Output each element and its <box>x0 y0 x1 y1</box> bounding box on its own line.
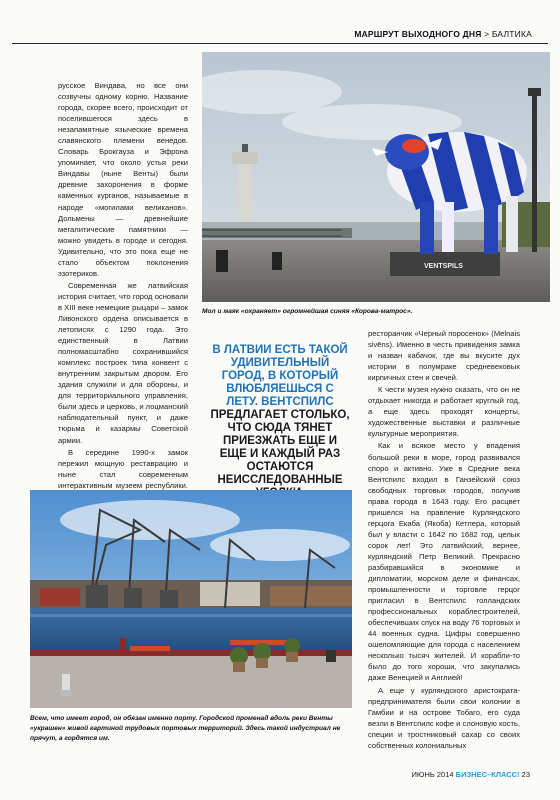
page-footer <box>412 770 531 779</box>
header-separator: > <box>484 29 490 39</box>
paragraph: А еще у курляндского аристократа-предпринимателя были свои колонии в Гамбии и на острове Тобаго, его суда везли в Вентспилс кофе и слоновую кость, специи и тростниковый сахар со своих собственных колониальных <box>368 685 520 750</box>
header-section: БАЛТИКА <box>491 29 532 39</box>
paragraph: К чести музея нужно сказать, что он не отдыхает никогда и работает круглый год, а еще здесь проходят концерты, художественные выставки и различные культурные мероприятия. <box>368 385 520 439</box>
pull-quote <box>210 344 350 500</box>
header-rule <box>12 43 548 44</box>
pull-quote-part1: В ЛАТВИИ ЕСТЬ ТАКОЙ УДИВИТЕЛЬНЫЙ ГОРОД, В КОТОРЫЙ ВЛЮБЛЯЕШЬСЯ С ЛЕТУ. ВЕНТСПИЛС <box>212 344 348 408</box>
page-number: 23 <box>521 770 530 779</box>
pedestal-sign: VENTSPILS <box>424 263 463 270</box>
paragraph: Современная же латвийская история считает, что город основали в XIII веке немецкие рыцари – замок Ливонского ордена описывается в летописях с 1290 года. Это единственный в Латвии полномасштабно сохранившийся комплекс построек типа конвент с внутренним закрытым двором. Его здания служили и для обороны, и для территориального управления, были здесь и церковь, и лоцманский наблюдательный пункт, и даже тюрьма и казармы Советской армии. <box>58 280 189 445</box>
paragraph: Как и всякое место у впадения большой реки в море, город развивался споро и активно. Уже в Средние века Вентспилс входил в Ганзейский союз свободных торговых городов, получив права города в 1643 году. Его расцвет пришелся на правление Курляндского герцога Екаба (Якоба) Кетлера, который был у власти с 1642 по 1682 год, целых сорок лет! Это латвийский, вернее, курляндский Петр Великий. Прекрасно разбиравшийся в экономике и дипломатии, морском деле и финансах, промышленности и торговле герцог пригласил в Вентспилс голландских профессиональных кораблестроителей, обеспечивших спуск на воду 76 торговых и 44 военных судна. Цифры совершенно ошеломляющие для города с населением несколько тысяч жителей. И корабли-то было до того хороши, что закупались даже Венецией и Англией! <box>368 441 520 683</box>
bottom-photo-caption: Всем, что имеет город, он обязан именно порту. Городской променад вдоль реки Венты «украшен» живой картиной трудовых портовых территорий. Здесь такой индустриал не прячут, а гордятся им. <box>30 715 341 742</box>
right-column-text <box>368 328 520 752</box>
left-column-text <box>58 80 188 558</box>
cow-statue-photo <box>202 52 550 302</box>
paragraph: русское Виндава, но все они созвучны одному корню. Название города, скорее всего, происходит от поселившегося здесь в незапамятные языческие времена славянского племени венедов. Словарь Брокгауза и Эфрона упоминает, что около устья реки Виндавы (ныне Венты) были древние захоронения в форме каменных курганов, называемые в народе «могилами великанов». Дольмены — древнейшие мегалитические памятники — можно увидеть в городе и сегодня. Удивительно, что это пока еще не стало объектом поклонения эзотериков. <box>58 81 188 278</box>
pull-quote-part2: ПРЕДЛАГАЕТ СТОЛЬКО, ЧТО СЮДА ТЯНЕТ ПРИЕЗЖАТЬ ЕЩЕ И ЕЩЕ И КАЖДЫЙ РАЗ ОСТАЮТСЯ НЕИССЛЕДОВАННЫЕ <box>210 409 350 486</box>
issue-date: ИЮНЬ 2014 <box>411 770 454 779</box>
top-photo-caption: Мол и маяк «охраняет» огромнейшая синяя «Корова-матрос». <box>202 308 413 315</box>
paragraph: ресторанчик «Черный поросенок» (Melnais sivēns). Именно в честь привидения замка и назван кабачок, где вы вкусите дух истории в полумраке средневековых кирпичных стен и свечей. <box>368 329 520 383</box>
paragraph: В середине 1990-х замок пережил мощную реставрацию и ныне стал современным интерактивным музеем республики. <box>58 447 188 490</box>
magazine-name: БИЗНЕС–КЛАСС! <box>455 770 520 779</box>
header-title: МАРШРУТ ВЫХОДНОГО ДНЯ <box>354 29 482 39</box>
section-header <box>354 29 532 39</box>
port-promenade-photo <box>30 490 352 708</box>
